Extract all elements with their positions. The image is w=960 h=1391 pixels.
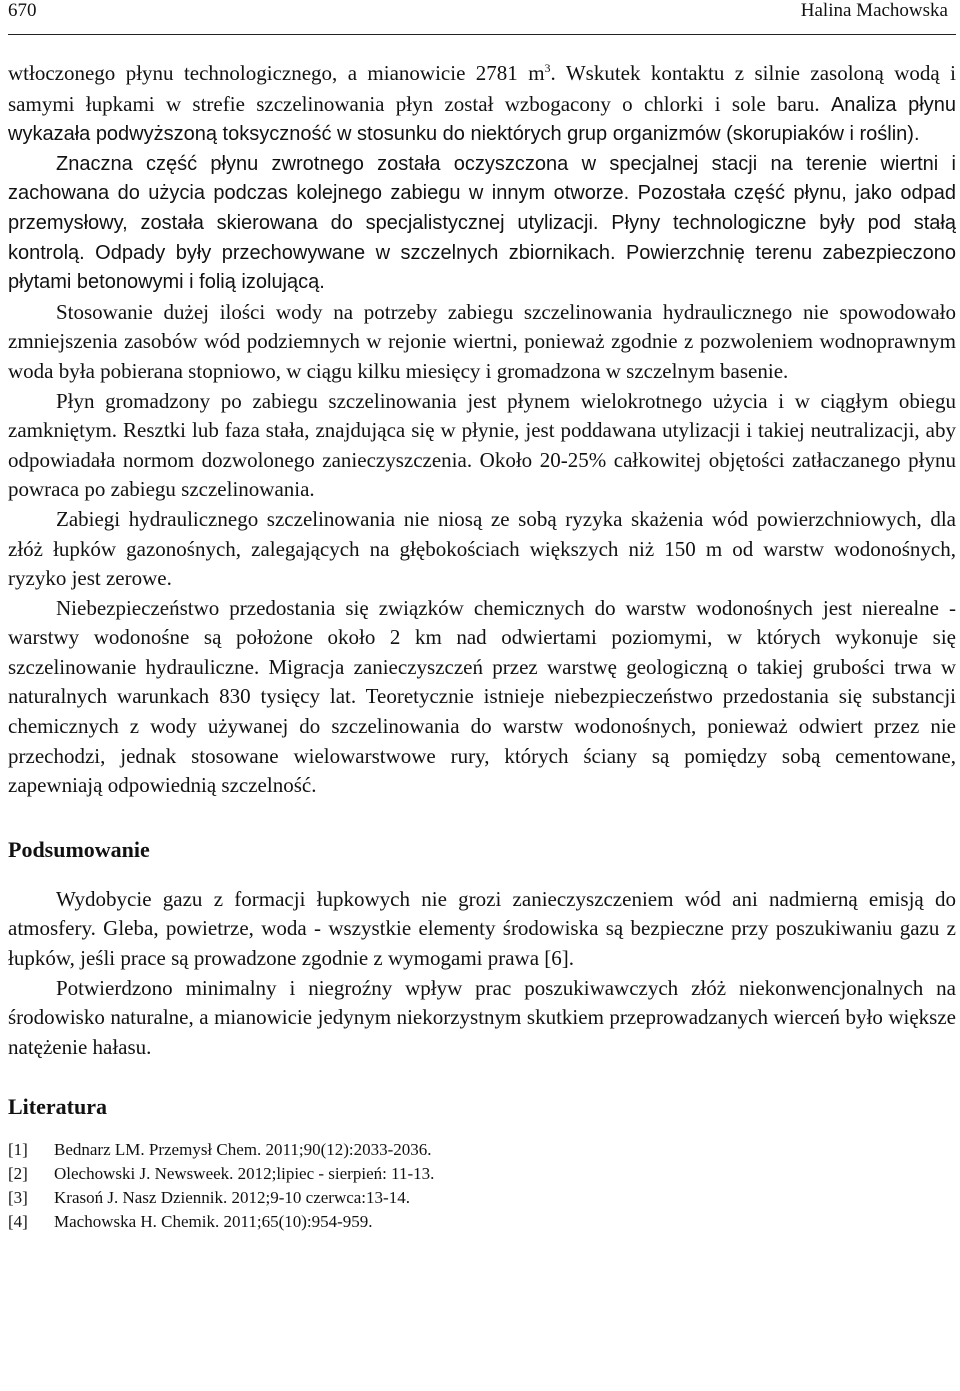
reference-text: Machowska H. Chemik. 2011;65(10):954-959. (54, 1212, 373, 1232)
document-page (8, 0, 956, 1234)
literature-heading: Literatura (8, 1094, 107, 1120)
page-number: 670 (8, 0, 37, 21)
cubic-superscript: 3 (544, 61, 551, 75)
reference-item (8, 1162, 956, 1186)
paragraph-fluid-recycling: Płyn gromadzony po zabiegu szczelinowania jest płynem wielokrotnego użycia i w ciągłym obiegu zamkniętym. Resztki lub faza stała, znajdująca się w płynie, jest poddawana utylizacji i takiej neutralizacji, aby odpowiadała normom dozwolonego zanieczyszczenia. Około 20-25% całkowitej objętości zatłaczanego płynu powraca po zabiegu szczelinowania. (8, 388, 956, 502)
paragraph-water-usage: Stosowanie dużej ilości wody na potrzeby zabiegu szczelinowania hydraulicznego nie spowodowało zmniejszenia zasobów wód podziemnych w rejonie wiertni, ponieważ zgodnie z pozwoleniem wodnoprawnym woda była pobierana stopniowo, w ciągu kilku miesięcy i gromadzona w szczelnym basenie. (8, 299, 956, 383)
summary-paragraph-1: Wydobycie gazu z formacji łupkowych nie grozi zanieczyszczeniem wód ani nadmierną emisją do atmosfery. Gleba, powietrze, woda - wszystkie elementy środowiska są bezpieczne przy poszukiwaniu gazu z łupków, jeśli prace są prowadzone zgodnie z wymogami prawa [6]. (8, 886, 956, 971)
body-text (8, 59, 956, 1234)
paragraph-1-text-c: Analiza płynu wykazała podwyższoną toksyczność w stosunku do niektórych grup organizmów (skorupiaków i roślin). (8, 93, 956, 146)
reference-item (8, 1138, 956, 1162)
paragraph-aquifer-risk: Niebezpieczeństwo przedostania się związków chemicznych do warstw wodonośnych jest nierealne - warstwy wodonośne są położone około 2 km nad odwiertami poziomymi, w których wykonuje się szczelinowanie hydrauliczne. Migracja zanieczyszczeń przez warstwę geologiczną o takiej grubości trwa w naturalnych warunkach 830 tysięcy lat. Teoretycznie istnieje niebezpieczeństwo przedostania się substancji chemicznych z wody używanej do szczelinowania do warstw wodonośnych, ponieważ odwiert przez nie przechodzi, jednak stosowane wielowarstwowe rury, których ściany są pomiędzy sobą cementowane, zapewniają odpowiednią szczelność. (8, 595, 956, 798)
reference-item (8, 1210, 956, 1234)
reference-list (8, 1138, 956, 1234)
reference-text: Bednarz LM. Przemysł Chem. 2011;90(12):2033-2036. (54, 1140, 432, 1160)
reference-text: Olechowski J. Newsweek. 2012;lipiec - sierpień: 11-13. (54, 1164, 435, 1184)
reference-number: [3] (8, 1188, 28, 1208)
reference-number: [1] (8, 1140, 28, 1160)
paragraph-1-text-b: . Wskutek kontaktu z silnie zasoloną wodą i samymi łupkami w strefie szczelinowania płyn został wzbogacony o chlorki i sole baru. (8, 61, 956, 116)
reference-number: [4] (8, 1212, 28, 1232)
paragraph-1-text-a: wtłoczonego płynu technologicznego, a mianowicie 2781 m (8, 61, 545, 85)
reference-number: [2] (8, 1164, 28, 1184)
reference-item (8, 1186, 956, 1210)
summary-heading: Podsumowanie (8, 836, 150, 862)
paragraph-continued (8, 59, 956, 150)
running-header (8, 0, 956, 35)
paragraph-surface-water-risk: Zabiegi hydraulicznego szczelinowania nie niosą ze sobą ryzyka skażenia wód powierzchniowych, dla złóż łupków gazonośnych, zalegających na głębokościach większych niż 150 m od warstw wodonośnych, ryzyko jest zerowe. (8, 506, 956, 591)
paragraph-return-fluid: Znaczna część płynu zwrotnego została oczyszczona w specjalnej stacji na terenie wiertni i zachowana do użycia podczas kolejnego zabiegu w innym otworze. Pozostała część płynu, jako odpad przemysłowy, została skierowana do specjalistycznej utylizacji. Płyny technologiczne były pod stałą kontrolą. Odpady były przechowywane w szczelnych zbiornikach. Powierzchnię terenu zabezpieczono płytami betonowymi i folią izolującą. (8, 152, 956, 294)
reference-text: Krasoń J. Nasz Dziennik. 2012;9-10 czerwca:13-14. (54, 1188, 410, 1208)
summary-paragraph-2: Potwierdzono minimalny i niegroźny wpływ prac poszukiwawczych złóż niekonwencjonalnych na środowisko naturalne, a mianowicie jedynym niekorzystnym skutkiem przeprowadzanych wierceń było większe natężenie hałasu. (8, 975, 956, 1059)
running-header-author: Halina Machowska (800, 0, 948, 21)
